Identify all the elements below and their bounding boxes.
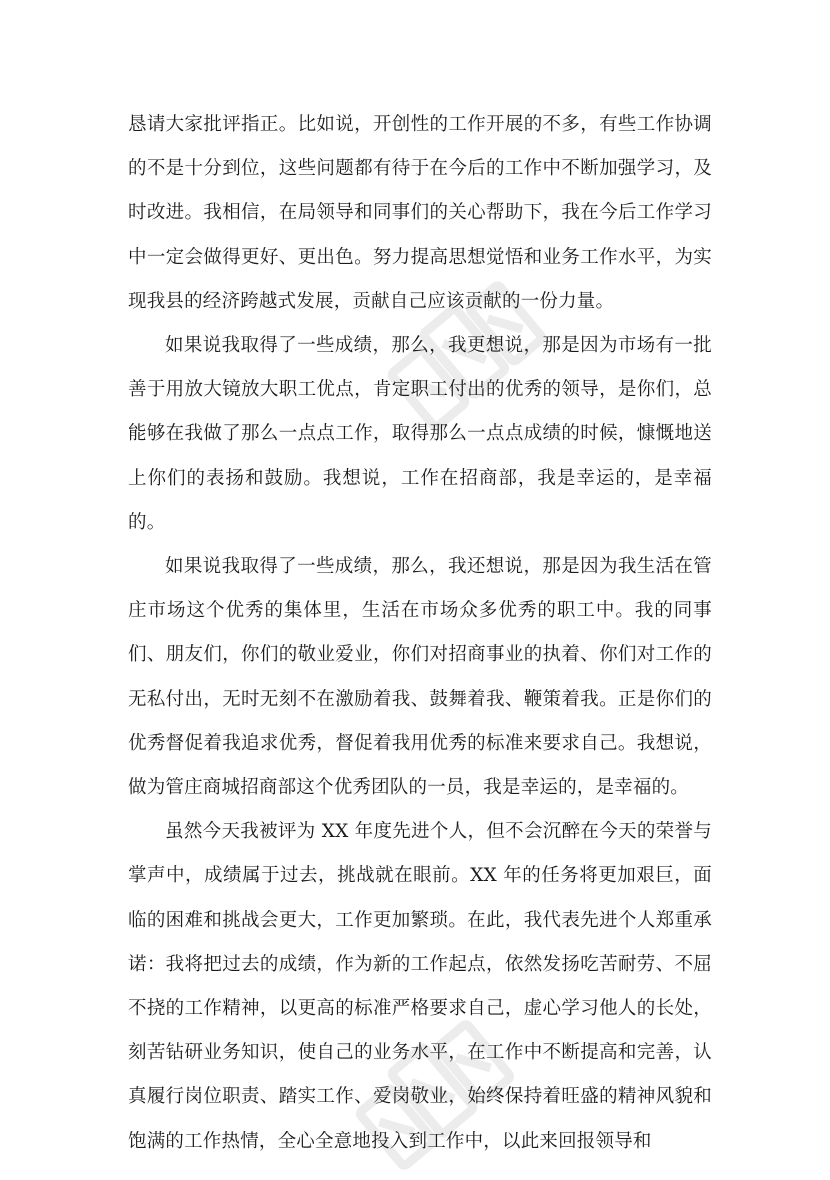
paragraph-1: 恳请大家批评指正。比如说，开创性的工作开展的不多，有些工作协调的不是十分到位，这些问题都有待于在今后的工作中不断加强学习，及时改进。我相信，在局领导和同事们的关心帮助下，我在今后工作学习中一定会做得更好、更出色。努力提高思想觉悟和业务工作水平，为实现我县的经济跨越式发展，贡献自己应该贡献的一份力量。 <box>128 114 712 312</box>
document-body <box>128 103 712 1164</box>
paragraph-3: 如果说我取得了一些成绩，那么，我还想说，那是因为我生活在管庄市场这个优秀的集体里，生活在市场众多优秀的职工中。我的同事们、朋友们，你们的敬业爱业，你们对招商事业的执着、你们对工作的无私付出，无时无刻不在激励着我、鼓舞着我、鞭策着我。正是你们的优秀督促着我追求优秀，督促着我用优秀的标准来要求自己。我想说，做为管庄商城招商部这个优秀团队的一员，我是幸运的，是幸福的。 <box>128 556 712 799</box>
paragraph-4: 虽然今天我被评为 XX 年度先进个人，但不会沉醉在今天的荣誉与掌声中，成绩属于过去，挑战就在眼前。XX 年的任务将更加艰巨，面临的困难和挑战会更大，工作更加繁琐。在此，我代表先进个人郑重承诺：我将把过去的成绩，作为新的工作起点，依然发扬吃苦耐劳、不屈不挠的工作精神，以更高的标准严格要求自己，虚心学习他人的长处，刻苦钻研业务知识，使自己的业务水平，在工作中不断提高和完善，认真履行岗位职责、踏实工作、爱岗敬业，始终保持着旺盛的精神风貌和饱满的工作热情，全心全意地投入到工作中，以此来回报领导和 <box>128 821 712 1152</box>
paragraph-2: 如果说我取得了一些成绩，那么，我更想说，那是因为市场有一批善于用放大镜放大职工优点，肯定职工付出的优秀的领导，是你们，总能够在我做了那么一点点工作，取得那么一点点成绩的时候，慷慨地送上你们的表扬和鼓励。我想说，工作在招商部，我是幸运的，是幸福的。 <box>128 335 712 533</box>
